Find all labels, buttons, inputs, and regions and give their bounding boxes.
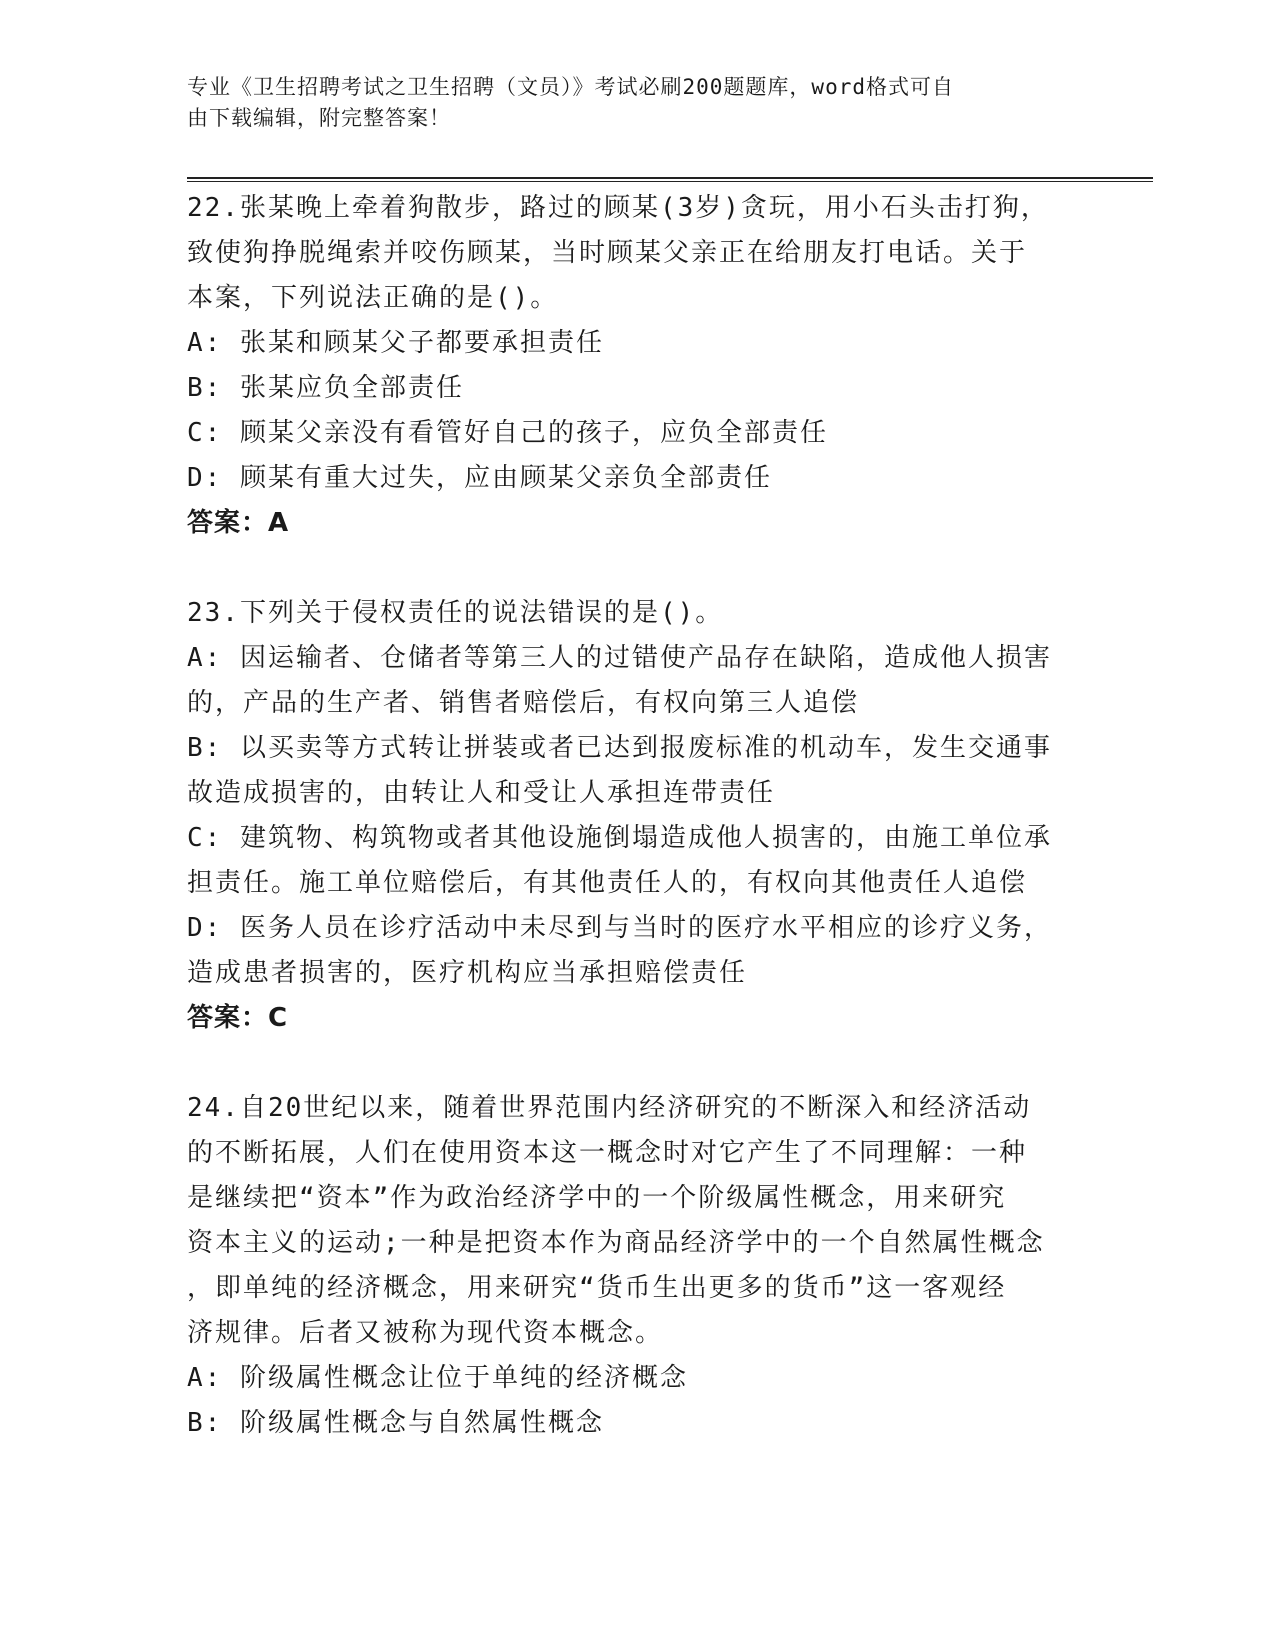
option-b: B: 以买卖等方式转让拼装或者已达到报废标准的机动车，发生交通事 bbox=[187, 733, 1052, 763]
header-line: 专业《卫生招聘考试之卫生招聘（文员）》考试必刷200题题库，word格式可自 bbox=[187, 75, 954, 99]
option-b: B: 阶级属性概念与自然属性概念 bbox=[187, 1408, 604, 1438]
option-c: C: 建筑物、构筑物或者其他设施倒塌造成他人损害的，由施工单位承 bbox=[187, 823, 1052, 853]
option-d-continued: 造成患者损害的，医疗机构应当承担赔偿责任 bbox=[187, 958, 748, 988]
question-23 bbox=[187, 591, 1087, 1041]
question-stem-line: 22.张某晚上牵着狗散步，路过的顾某(3岁)贪玩，用小石头击打狗， bbox=[187, 193, 1049, 223]
question-stem-line: ，即单纯的经济概念，用来研究“货币生出更多的货币”这一客观经 bbox=[187, 1273, 1007, 1303]
question-stem-line: 本案，下列说法正确的是()。 bbox=[187, 283, 559, 313]
header-line: 由下载编辑，附完整答案！ bbox=[187, 106, 451, 130]
option-d: D: 顾某有重大过失，应由顾某父亲负全部责任 bbox=[187, 463, 772, 493]
option-a: A: 因运输者、仓储者等第三人的过错使产品存在缺陷，造成他人损害 bbox=[187, 643, 1052, 673]
option-b-continued: 故造成损害的，由转让人和受让人承担连带责任 bbox=[187, 778, 776, 808]
header-divider bbox=[187, 177, 1153, 179]
question-stem-line: 济规律。后者又被称为现代资本概念。 bbox=[187, 1318, 664, 1348]
option-c: C: 顾某父亲没有看管好自己的孩子，应负全部责任 bbox=[187, 418, 828, 448]
question-stem-line: 是继续把“资本”作为政治经济学中的一个阶级属性概念，用来研究 bbox=[187, 1183, 1007, 1213]
option-a-continued: 的，产品的生产者、销售者赔偿后，有权向第三人追偿 bbox=[187, 688, 860, 718]
option-a: A: 阶级属性概念让位于单纯的经济概念 bbox=[187, 1363, 688, 1393]
question-22 bbox=[187, 186, 1087, 546]
option-d: D: 医务人员在诊疗活动中未尽到与当时的医疗水平相应的诊疗义务， bbox=[187, 913, 1052, 943]
question-stem-line: 资本主义的运动;一种是把资本作为商品经济学中的一个自然属性概念 bbox=[187, 1228, 1045, 1258]
question-stem-line: 23.下列关于侵权责任的说法错误的是()。 bbox=[187, 598, 724, 628]
answer-label: 答案：A bbox=[187, 508, 290, 538]
option-a: A: 张某和顾某父子都要承担责任 bbox=[187, 328, 604, 358]
answer-label: 答案：C bbox=[187, 1003, 289, 1033]
document-header bbox=[187, 72, 1067, 134]
header-divider-thin bbox=[187, 181, 1153, 182]
question-stem-line: 24.自20世纪以来，随着世界范围内经济研究的不断深入和经济活动 bbox=[187, 1093, 1032, 1123]
question-list bbox=[187, 186, 1087, 1446]
option-c-continued: 担责任。施工单位赔偿后，有其他责任人的，有权向其他责任人追偿 bbox=[187, 868, 1028, 898]
question-stem-line: 致使狗挣脱绳索并咬伤顾某，当时顾某父亲正在给朋友打电话。关于 bbox=[187, 238, 1028, 268]
option-b: B: 张某应负全部责任 bbox=[187, 373, 464, 403]
question-24 bbox=[187, 1086, 1087, 1446]
question-stem-line: 的不断拓展，人们在使用资本这一概念时对它产生了不同理解：一种 bbox=[187, 1138, 1028, 1168]
